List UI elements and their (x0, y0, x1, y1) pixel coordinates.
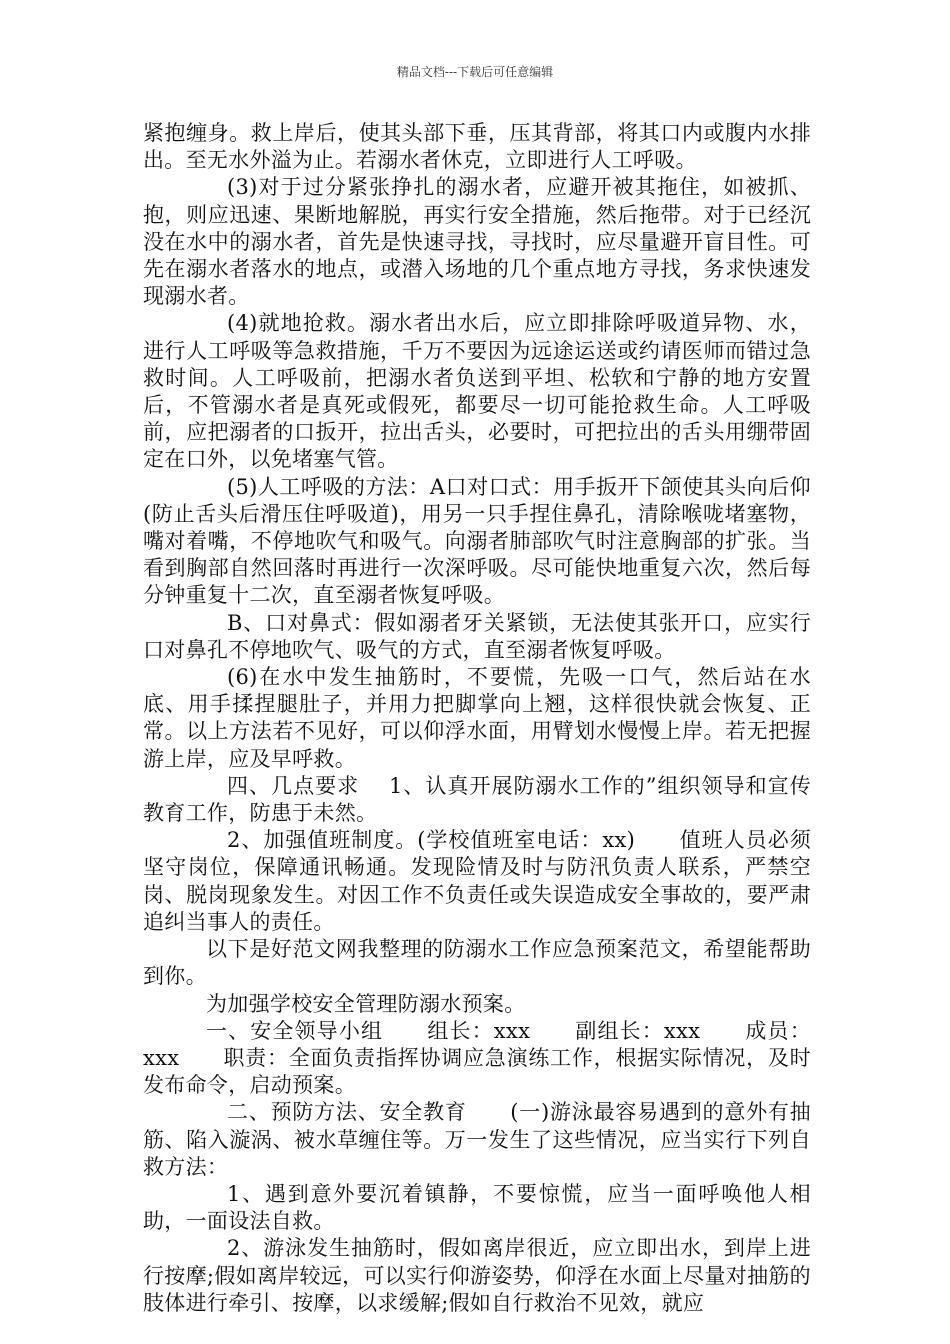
paragraph-8: 2、加强值班制度。(学校值班室电话：xx) 值班人员必须坚守岗位，保障通讯畅通。发现险情及时与防汛负责人联系，严禁空岗、脱岗现象发生。对因工作不负责任或失误造成安全事故的，要严肃追纠当事人的责任。 (143, 828, 811, 934)
paragraph-13: 1、遇到意外要沉着镇静，不要惊慌，应当一面呼唤他人相助，一面设法自救。 (143, 1181, 811, 1234)
paragraph-4: (5)人工呼吸的方法：A口对口式：用手扳开下颌使其头向后仰(防止舌头后滑压住呼吸道)，用另一只手捏住鼻孔，清除喉咙堵塞物，嘴对着嘴，不停地吹气和吸气。向溺者肺部吹气时注意胸部的扩张。当看到胸部自然回落时再进行一次深呼吸。尽可能快地重复六次，然后每分钟重复十二次，直至溺者恢复呼吸。 (143, 474, 811, 608)
paragraph-6: (6)在水中发生抽筋时，不要慌，先吸一口气，然后站在水底、用手揉捏腿肚子，并用力把脚掌向上翘，这样很快就会恢复、正常。以上方法若不见好，可以仰浮水面，用臂划水慢慢上岸。若无把握游上岸，应及早呼救。 (143, 665, 811, 771)
page-header: 精品文档---下载后可任意编辑 (396, 65, 554, 79)
paragraph-14: 2、游泳发生抽筋时，假如离岸很近，应立即出水，到岸上进行按摩;假如离岸较远，可以实行仰游姿势，仰浮在水面上尽量对抽筋的肢体进行牵引、按摩，以求缓解;假如自行救治不见效，就应 (143, 1236, 811, 1315)
paragraph-5: B、口对鼻式：假如溺者牙关紧锁，无法使其张开口，应实行口对鼻孔不停地吹气、吸气的方式，直至溺者恢复呼吸。 (143, 610, 811, 662)
paragraph-10: 为加强学校安全管理防溺水预案。 (206, 991, 526, 1016)
paragraph-11: 一、安全领导小组 组长：xxx 副组长：xxx 成员：xxx 职责：全面负责指挥协调应急演练工作，根据实际情况，及时发布命令，启动预案。 (143, 1018, 811, 1098)
paragraph-12: 二、预防方法、安全教育 (一)游泳最容易遇到的意外有抽筋、陷入漩涡、被水草缠住等。万一发生了这些情况，应当实行下列自救方法： (143, 1100, 811, 1179)
paragraph-2: (3)对于过分紧张挣扎的溺水者，应避开被其拖住，如被抓、抱，则应迅速、果断地解脱，再实行安全措施，然后拖带。对于已经沉没在水中的溺水者，首先是快速寻找，寻找时，应尽量避开盲目性。可先在溺水者落水的地点，或潜入场地的几个重点地方寻找，务求快速发现溺水者。 (143, 175, 811, 309)
paragraph-7: 四、几点要求 1、认真开展防溺水工作的”组织领导和宣传教育工作，防患于未然。 (143, 773, 811, 826)
paragraph-1: 紧抱缠身。救上岸后，使其头部下垂，压其背部，将其口内或腹内水排出。至无水外溢为止。若溺水者休克，立即进行人工呼吸。 (143, 121, 811, 173)
document-body (143, 120, 811, 1317)
paragraph-3: (4)就地抢救。溺水者出水后，应立即排除呼吸道异物、水，进行人工呼吸等急救措施，千万不要因为远途运送或约请医师而错过急救时间。人工呼吸前，把溺水者负送到平坦、松软和宁静的地方安置后，不管溺水者是真死或假死，都要尽一切可能抢救生命。人工呼吸前，应把溺者的口扳开，拉出舌头，必要时，可把拉出的舌头用绷带固定在口外，以免堵塞气管。 (143, 311, 811, 472)
paragraph-9: 以下是好范文网我整理的防溺水工作应急预案范文，希望能帮助到你。 (143, 937, 811, 989)
